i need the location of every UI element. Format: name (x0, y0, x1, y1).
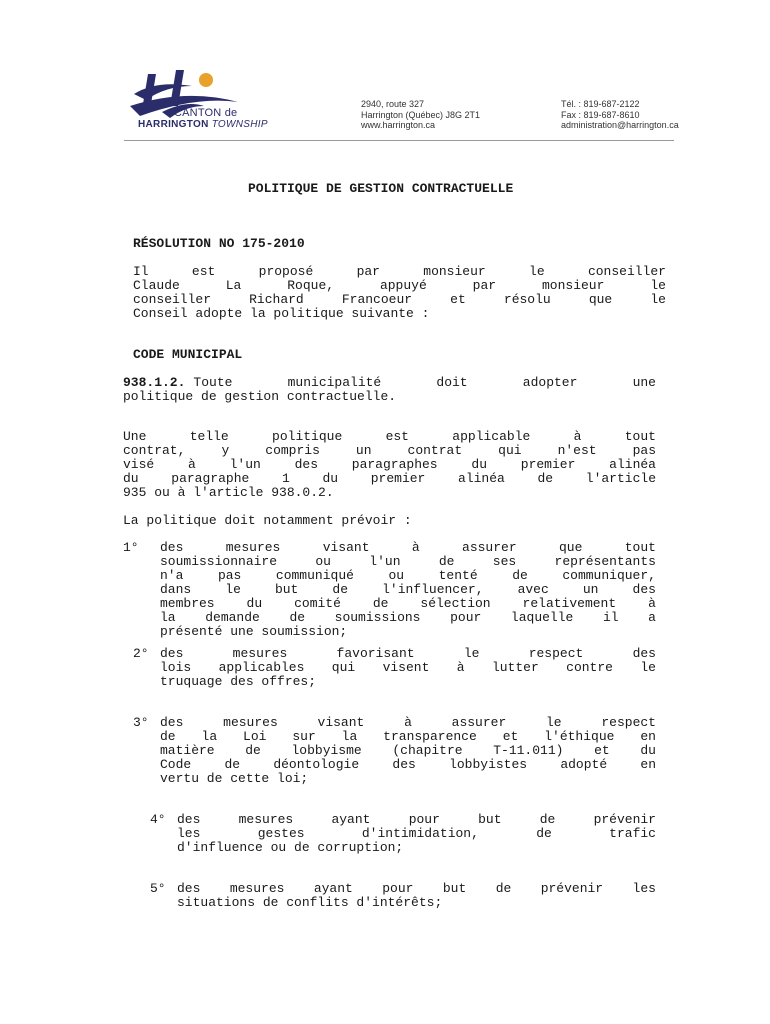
list-text (160, 541, 656, 555)
list-text-word: du (640, 743, 656, 758)
list-text-word: tout (624, 540, 656, 555)
list-text-word: l'un (369, 554, 401, 569)
list-text-word: but (442, 881, 467, 896)
code-line-word: de (537, 471, 554, 486)
resolution-line (133, 279, 666, 293)
header-divider (124, 140, 674, 141)
code-line-word: Une (123, 429, 147, 444)
list-text (160, 661, 656, 675)
list-text-word: pour (408, 812, 440, 827)
list-text-word: de (224, 757, 241, 772)
address-line: 2940, route 327 (361, 99, 425, 109)
code-line-word: des (294, 457, 318, 472)
code-line-word: paragraphes (351, 457, 438, 472)
resolution-word: Claude (133, 278, 180, 293)
code-line-word: telle (189, 429, 229, 444)
resolution-word: Richard (249, 292, 304, 307)
list-text-word: relativement (522, 596, 617, 611)
list-text-word: tenté (438, 568, 478, 583)
code-line-last: 935 ou à l'article 938.0.2. (123, 485, 334, 500)
list-text-word: matière (160, 743, 215, 758)
list-text-word: les (632, 881, 656, 896)
list-text-word: déontologie (273, 757, 360, 772)
list-text-word: dans (160, 582, 192, 597)
list-marker: 5° (150, 881, 166, 896)
list-text-word: à (411, 540, 420, 555)
list-text-word: but (478, 812, 502, 827)
list-text-word: la (341, 729, 358, 744)
list-text-word: la (160, 610, 176, 625)
resolution-line (133, 293, 666, 307)
list-text-word: il (602, 610, 619, 625)
list-text (160, 744, 656, 758)
logo-harrington-bold: HARRINGTON (138, 119, 209, 130)
list-item-line (123, 583, 656, 597)
code-line-word: à (573, 429, 582, 444)
list-text-word: le (546, 715, 562, 730)
list-text-word: Loi (243, 729, 267, 744)
list-text-word: n'a (160, 568, 184, 583)
list-text-word: ou (388, 568, 405, 583)
list-text-word: la (201, 729, 218, 744)
code-line-word: n'est (557, 443, 597, 458)
list-text-last: présenté une soumission; (160, 624, 348, 639)
code-line-word: un (355, 443, 372, 458)
list-marker (123, 611, 160, 625)
list-text-word: mesures (232, 646, 288, 661)
list-text-word: le (225, 582, 241, 597)
code-heading: CODE MUNICIPAL (133, 347, 243, 362)
list-text (160, 730, 656, 744)
list-text-last: vertu de cette loi; (160, 771, 309, 786)
list-item-line (150, 813, 656, 827)
code-line-word: alinéa (458, 471, 505, 486)
list-item-2 (133, 647, 656, 689)
list-text-word: demande (205, 610, 260, 625)
list-item-line (133, 716, 656, 730)
list-marker: 2° (133, 646, 149, 661)
logo-township-text (138, 119, 268, 130)
list-text-word: à (648, 596, 656, 611)
list-text-word: (chapitre (392, 743, 463, 758)
list-text-word: respect (528, 646, 584, 661)
list-text-word: ses (492, 554, 517, 569)
article-words (193, 376, 656, 390)
resolution-word: La (225, 278, 242, 293)
resolution-word: que (588, 292, 613, 307)
list-text-word: visant (322, 540, 370, 555)
list-text-word: des (632, 582, 656, 597)
list-item-line (133, 647, 656, 661)
resolution-line-last: Conseil adopte la politique suivante : (133, 306, 430, 321)
list-text-word: pas (217, 568, 242, 583)
code-line-word: premier (520, 457, 576, 472)
code-line-word: du (471, 457, 487, 472)
article-word: municipalité (287, 375, 382, 390)
code-line-word: tout (624, 429, 656, 444)
list-text-word: représentants (554, 554, 656, 569)
list-text (160, 716, 656, 730)
letterhead-contact (561, 99, 679, 131)
list-text-word: laquelle (510, 610, 574, 625)
code-line-word: contrat, (123, 443, 186, 458)
list-text-word: communiqué (275, 568, 354, 583)
list-text-last: truquage des offres; (160, 674, 317, 689)
list-item-line (123, 625, 656, 639)
list-text-word: des (392, 757, 416, 772)
resolution-word: appuyé (379, 278, 427, 293)
list-text-word: mesures (238, 812, 294, 827)
list-text-word: trafic (609, 826, 656, 841)
code-line-word: compris (265, 443, 320, 458)
resolution-paragraph (133, 265, 666, 321)
code-line (123, 458, 656, 472)
list-item-line (133, 772, 656, 786)
list-item-line (123, 611, 656, 625)
phone-number: Tél. : 819-687-2122 (561, 99, 640, 109)
list-text-word: des (177, 812, 201, 827)
list-text-word: et (594, 743, 610, 758)
list-marker (133, 772, 160, 786)
code-line-word: y (221, 443, 230, 458)
list-marker (133, 758, 160, 772)
article-block (123, 376, 656, 404)
list-text-word: contre (566, 660, 613, 675)
list-item-line (133, 758, 656, 772)
list-marker (123, 583, 160, 597)
list-text-word: du (246, 596, 263, 611)
policy-intro: La politique doit notamment prévoir : (123, 513, 412, 528)
list-text-word: transparence (383, 729, 477, 744)
resolution-word: par (356, 264, 380, 279)
list-text (160, 555, 656, 569)
list-text-word: à (456, 660, 465, 675)
list-item-line (150, 896, 656, 910)
list-marker (150, 827, 177, 841)
list-text-word: de (536, 826, 552, 841)
list-text (160, 647, 656, 661)
resolution-word: et (450, 292, 466, 307)
list-text-last: d'influence ou de corruption; (177, 840, 404, 855)
list-text-word: applicables (218, 660, 305, 675)
list-text-word: assurer (462, 540, 517, 555)
code-line-word: à (188, 457, 196, 472)
list-text-word: mesures (225, 540, 281, 555)
list-marker (133, 730, 160, 744)
resolution-word: Il (133, 264, 149, 279)
list-text-word: de (438, 554, 455, 569)
document-title: POLITIQUE DE GESTION CONTRACTUELLE (248, 181, 514, 196)
list-text-word: de (512, 568, 528, 583)
letterhead-address (361, 99, 480, 131)
list-text-word: des (160, 540, 184, 555)
list-text-word: des (632, 646, 656, 661)
list-marker (123, 555, 160, 569)
code-line-word: du (322, 471, 339, 486)
list-text (160, 569, 656, 583)
code-line-word: contrat (407, 443, 463, 458)
list-item-line (123, 597, 656, 611)
list-text-word: sur (292, 729, 316, 744)
list-item-1 (123, 541, 656, 639)
list-text-word: assurer (451, 715, 507, 730)
list-text-word: a (648, 610, 656, 625)
code-line (123, 444, 656, 458)
list-item-line (150, 882, 656, 896)
resolution-word: Roque, (287, 278, 335, 293)
list-text-word: soumissionnaire (160, 554, 278, 569)
code-line-word: l'un (229, 457, 261, 472)
code-line-word: 1 (281, 471, 290, 486)
resolution-word: monsieur (423, 264, 486, 279)
list-text-word: visent (382, 660, 430, 675)
list-text (160, 758, 656, 772)
code-line (123, 430, 656, 444)
resolution-word: Francoeur (341, 292, 413, 307)
article-line-2: politique de gestion contractuelle. (123, 389, 397, 404)
list-text (177, 882, 656, 896)
list-text-word: de (372, 596, 389, 611)
list-text-word: pour (382, 881, 414, 896)
list-text-word: des (160, 646, 184, 661)
code-line-word: alinéa (609, 457, 656, 472)
code-line-word: l'article (585, 471, 656, 486)
list-text-word: des (160, 715, 184, 730)
list-text-word: de (160, 729, 176, 744)
list-text-word: comité (294, 596, 341, 611)
code-line-word: premier (370, 471, 426, 486)
article-word: adopter (522, 375, 578, 390)
list-text-word: mesures (223, 715, 278, 730)
list-marker: 3° (133, 715, 149, 730)
list-text-word: ou (315, 554, 331, 569)
list-item-line (150, 841, 656, 855)
list-text-word: qui (331, 660, 356, 675)
list-item-line (133, 730, 656, 744)
list-item-line (133, 744, 656, 758)
list-text-word: lutter (491, 660, 539, 675)
list-text-word: soumissions (334, 610, 421, 625)
list-item-line (123, 569, 656, 583)
list-item-line (123, 555, 656, 569)
list-item-line (133, 661, 656, 675)
list-text (160, 597, 656, 611)
resolution-word: le (650, 278, 666, 293)
list-marker (150, 841, 177, 855)
website-link[interactable]: www.harrington.ca (361, 120, 436, 130)
code-paragraph (123, 430, 656, 500)
list-text-word: des (177, 881, 201, 896)
list-item-3 (133, 716, 656, 786)
list-text-word: le (463, 646, 480, 661)
list-text-word: T-11.011) (493, 743, 564, 758)
list-item-line (123, 541, 656, 555)
list-text-word: ayant (331, 812, 371, 827)
code-line-word: politique (272, 429, 343, 444)
resolution-word: par (472, 278, 497, 293)
code-line-word: qui (498, 443, 522, 458)
list-text-word: de (495, 881, 512, 896)
fax-number: Fax : 819-687-8610 (561, 109, 640, 120)
list-text-word: communiquer, (562, 568, 656, 583)
resolution-word: monsieur (541, 278, 605, 293)
list-text-word: but (274, 582, 299, 597)
list-text-word: ayant (313, 881, 353, 896)
list-marker (123, 569, 160, 583)
resolution-word: conseiller (133, 292, 212, 307)
list-text-word: adopté (560, 757, 608, 772)
list-text-word: le (640, 660, 656, 675)
list-text-last: situations de conflits d'intérêts; (177, 895, 443, 910)
address-line: Harrington (Québec) J8G 2T1 (361, 109, 481, 120)
list-text-word: lobbyisme (291, 743, 362, 758)
resolution-word: le (650, 292, 666, 307)
logo-township-italic: TOWNSHIP (211, 119, 268, 130)
list-item-4 (150, 813, 656, 855)
code-line (123, 472, 656, 486)
list-text-word: lobbyistes (449, 757, 528, 772)
article-number: 938.1.2. (123, 375, 186, 390)
list-marker (133, 661, 160, 675)
list-marker (123, 625, 160, 639)
list-text-word: l'éthique (544, 729, 615, 744)
list-text-word: prévenir (540, 881, 604, 896)
list-text-word: visant (317, 715, 365, 730)
list-text (160, 611, 656, 625)
list-text (177, 827, 656, 841)
list-text-word: lois (160, 660, 192, 675)
list-text (177, 813, 656, 827)
article-word: une (632, 375, 656, 390)
list-marker (150, 896, 177, 910)
list-text-word: sélection (420, 596, 491, 611)
article-word: doit (436, 375, 468, 390)
resolution-word: conseiller (587, 264, 666, 279)
logo-canton-text: CANTON de (174, 107, 238, 119)
list-text-word: de (289, 610, 306, 625)
resolution-word: résolu (503, 292, 551, 307)
list-text-word: les (177, 826, 201, 841)
list-marker: 4° (150, 812, 166, 827)
list-marker: 1° (123, 540, 139, 555)
list-text-word: favorisant (336, 646, 415, 661)
list-text-word: de (332, 582, 349, 597)
list-text-word: gestes (257, 826, 305, 841)
list-text-word: et (502, 729, 519, 744)
list-item-5 (150, 882, 656, 910)
list-text-word: respect (601, 715, 656, 730)
article-line-1 (123, 376, 656, 390)
list-text-word: membres (160, 596, 215, 611)
list-text-word: à (404, 715, 412, 730)
list-text-word: en (640, 729, 656, 744)
code-line-word: est (385, 429, 409, 444)
resolution-word: le (529, 264, 545, 279)
list-text-word: en (640, 757, 656, 772)
list-text-word: prévenir (593, 812, 656, 827)
resolution-word: est (191, 264, 216, 279)
list-text-word: que (558, 540, 583, 555)
code-line-word: visé (123, 457, 155, 472)
code-line-word: paragraphe (171, 471, 250, 486)
resolution-line (133, 265, 666, 279)
list-marker (133, 675, 160, 689)
list-marker (133, 744, 160, 758)
resolution-heading: RÉSOLUTION NO 175-2010 (133, 236, 305, 251)
list-text-word: de (539, 812, 556, 827)
list-text-word: pour (450, 610, 482, 625)
code-line-word: pas (632, 443, 656, 458)
list-item-line (133, 675, 656, 689)
list-marker (123, 597, 160, 611)
list-text-word: de (245, 743, 261, 758)
list-item-line (150, 827, 656, 841)
resolution-word: proposé (258, 264, 314, 279)
list-text-word: un (582, 582, 599, 597)
list-text-word: mesures (229, 881, 285, 896)
code-line-word: du (123, 471, 139, 486)
code-line-word: applicable (452, 429, 531, 444)
list-text-word: avec (517, 582, 549, 597)
article-word: Toute (193, 375, 233, 390)
list-text-word: d'intimidation, (361, 826, 479, 841)
list-text (160, 583, 656, 597)
list-text-word: Code (160, 757, 192, 772)
email-link[interactable]: administration@harrington.ca (561, 120, 679, 130)
list-text-word: l'influencer, (382, 582, 484, 597)
